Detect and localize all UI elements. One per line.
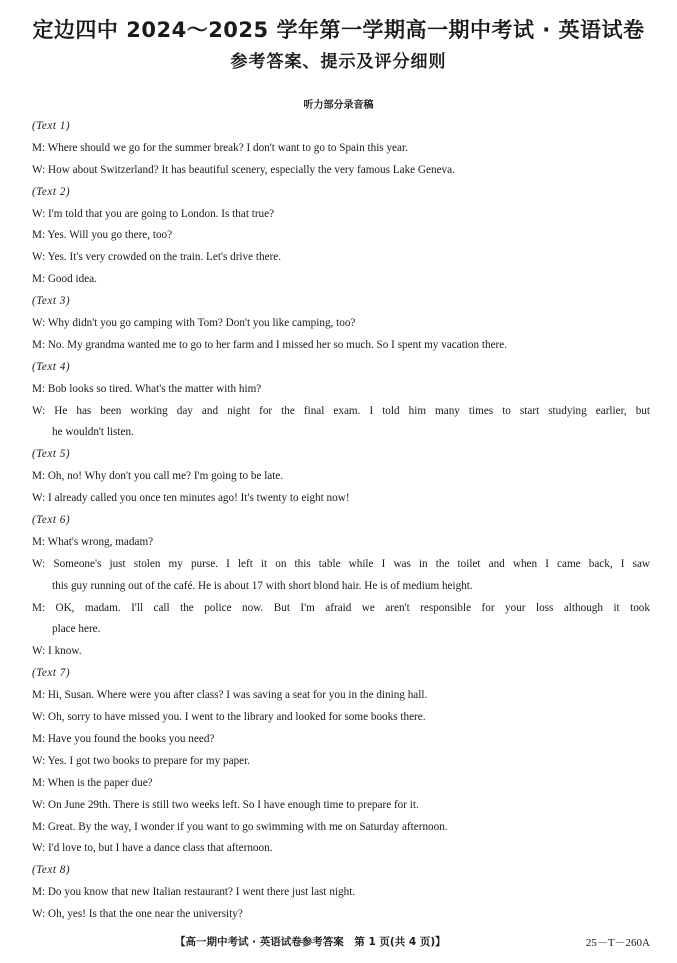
dialogue-line-continuation: this guy running out of the café. He is about 17 with short blond hair. He is of medium height. [52,579,473,592]
dialogue-line: M: Hi, Susan. Where were you after class? I was saving a seat for you in the dining hall. [32,689,428,702]
dialogue-line: W: Someone's just stolen my purse. I left it on this table while I was in the toilet and when I came back, I saw [32,557,650,570]
dialogue-line: M: Oh, no! Why don't you call me? I'm going to be late. [32,470,284,483]
dialogue-line: W: He has been working day and night for the final exam. I told him many times to start studying earlier, but [32,404,650,417]
dialogue-line: M: Do you know that new Italian restaurant? I went there just last night. [32,886,356,899]
text-label: (Text 5) [32,448,71,461]
text-label: (Text 2) [32,185,71,198]
dialogue-line: W: Yes. I got two books to prepare for my paper. [32,754,251,767]
dialogue-line: W: Oh, yes! Is that the one near the university? [32,908,243,921]
dialogue-line: W: I know. [32,645,82,658]
dialogue-line: M: What's wrong, madam? [32,535,154,548]
dialogue-line: W: I'm told that you are going to London. Is that true? [32,207,275,220]
text-label: (Text 7) [32,667,71,680]
text-label: (Text 1) [32,120,71,132]
text-label: (Text 3) [32,295,71,308]
dialogue-line: W: I already called you once ten minutes ago! It's twenty to eight now! [32,492,350,505]
text-label: (Text 8) [32,864,71,877]
dialogue-line: M: OK, madam. I'll call the police now. But I'm afraid we aren't responsible for your loss although it took [32,601,650,614]
dialogue-line: M: Where should we go for the summer break? I don't want to go to Spain this year. [32,141,408,154]
dialogue-line: W: Yes. It's very crowded on the train. Let's drive there. [32,251,282,264]
page-footer [0,934,677,954]
text-label: (Text 6) [32,514,71,527]
page-subtitle: 参考答案、提示及评分细则 [230,52,447,72]
page-title: 定边四中 2024～2025 学年第一学期高一期中考试 · 英语试卷 [32,18,645,42]
listening-transcript [32,116,650,926]
dialogue-line: M: When is the paper due? [32,776,153,789]
dialogue-line: M: Good idea. [32,273,97,286]
dialogue-line: W: How about Switzerland? It has beautiful scenery, especially the very famous Lake Geneva. [32,163,455,176]
dialogue-line: M: No. My grandma wanted me to go to her farm and I missed her so much. So I spent my vacation there. [32,338,508,351]
dialogue-line: W: Oh, sorry to have missed you. I went to the library and looked for some books there. [32,711,426,724]
dialogue-line: M: Yes. Will you go there, too? [32,229,173,242]
dialogue-line-continuation: he wouldn't listen. [52,426,134,439]
section-heading: 听力部分录音稿 [303,100,374,111]
dialogue-line: W: I'd love to, but I have a dance class that afternoon. [32,842,273,855]
footer-code: 25－T－260A [585,937,650,949]
dialogue-line: M: Bob looks so tired. What's the matter with him? [32,382,262,395]
dialogue-line: M: Great. By the way, I wonder if you want to go swimming with me on Saturday afternoon. [32,820,448,833]
text-label: (Text 4) [32,360,71,373]
dialogue-line: M: Have you found the books you need? [32,732,215,745]
dialogue-line-continuation: place here. [52,623,101,636]
dialogue-line: W: On June 29th. There is still two weeks left. So I have enough time to prepare for it. [32,798,419,811]
footer-page-info: 【高一期中考试 · 英语试卷参考答案 第 1 页(共 4 页)】 [175,936,446,948]
dialogue-line: W: Why didn't you go camping with Tom? Don't you like camping, too? [32,317,356,330]
